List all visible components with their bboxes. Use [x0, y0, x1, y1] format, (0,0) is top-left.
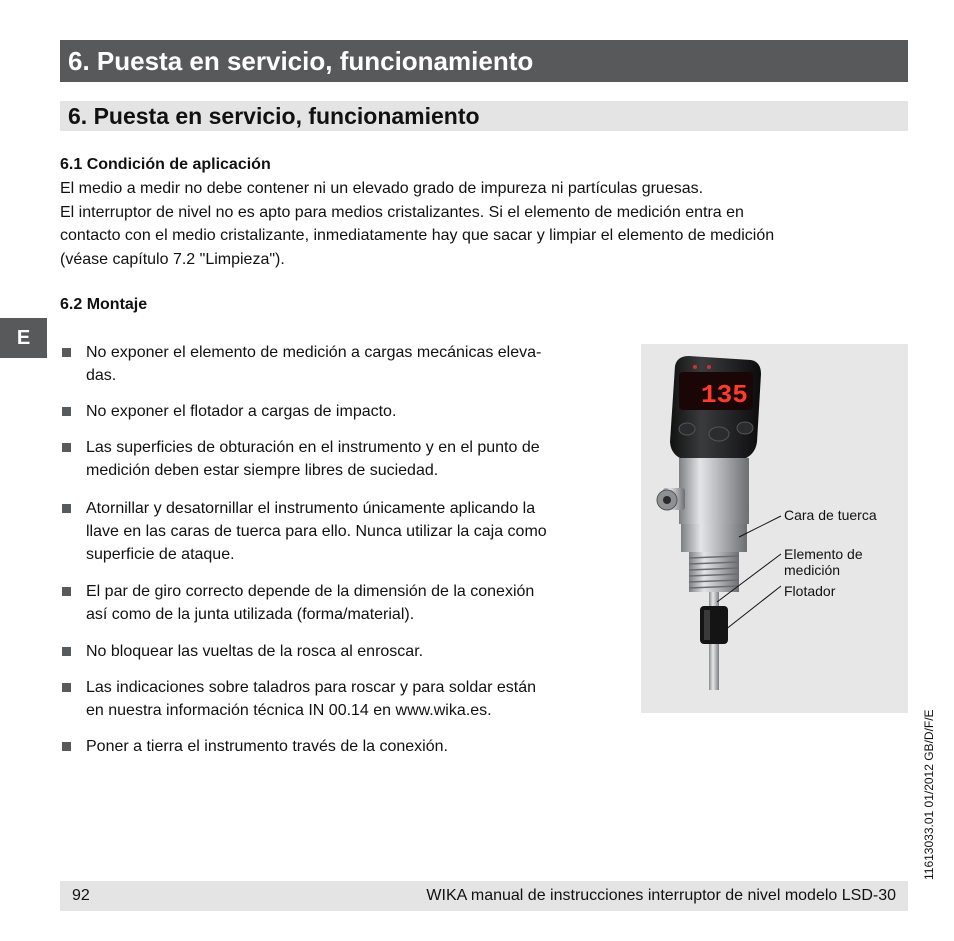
list-item	[60, 400, 620, 423]
square-bullet-icon	[62, 683, 71, 692]
list-item	[60, 341, 620, 387]
connector-pin-icon	[663, 496, 671, 504]
list-item-line: No bloquear las vueltas de la rosca al enroscar.	[86, 643, 424, 660]
list-item-line: Poner a tierra el instrumento través de la conexión.	[86, 738, 448, 755]
page-number: 92	[72, 887, 90, 904]
label-measuring-element	[784, 546, 863, 578]
label-float: Flotador	[784, 583, 836, 599]
document-reference: 11613033.01 01/2012 GB/D/F/E	[922, 709, 936, 880]
product-figure	[641, 344, 908, 713]
list-item	[60, 436, 620, 482]
list-item-line: así como de la junta utilizada (forma/material).	[86, 606, 415, 623]
list-item-line: El par de giro correcto depende de la dimensión de la conexión	[86, 583, 535, 600]
list-item-line: No exponer el elemento de medición a cargas mecánicas eleva-	[86, 344, 542, 361]
label-nut-faces: Cara de tuerca	[784, 507, 877, 523]
label-line: medición	[784, 562, 841, 578]
hex-nut-shape	[681, 524, 747, 552]
enter-button-icon	[709, 427, 729, 441]
list-item-line: Atornillar y desatornillar el instrumento únicamente aplicando la	[86, 500, 536, 517]
square-bullet-icon	[62, 742, 71, 751]
subsection-title-6-1: 6.1 Condición de aplicación	[60, 156, 271, 173]
stainless-body-shape	[679, 458, 749, 524]
list-item-line: medición deben estar siempre libres de suciedad.	[86, 462, 439, 479]
list-item-line: en nuestra información técnica IN 00.14 en www.wika.es.	[86, 702, 492, 719]
section-title: 6. Puesta en servicio, funcionamiento	[68, 103, 480, 129]
square-bullet-icon	[62, 407, 71, 416]
menu-button-icon	[679, 423, 695, 435]
square-bullet-icon	[62, 348, 71, 357]
list-item-line: Las superficies de obturación en el instrumento y en el punto de	[86, 439, 540, 456]
list-item-line: No exponer el flotador a cargas de impacto.	[86, 403, 397, 420]
square-bullet-icon	[62, 504, 71, 513]
text-line: El interruptor de nivel no es apto para medios cristalizantes. Si el elemento de medición entra en	[60, 203, 744, 221]
language-tab: E	[0, 318, 47, 358]
section-title-bar	[60, 101, 908, 131]
list-item	[60, 735, 620, 758]
float-leader-line	[725, 586, 781, 630]
list-item-line: Las indicaciones sobre taladros para roscar y para soldar están	[86, 679, 537, 696]
thread-shape	[689, 552, 739, 592]
list-item	[60, 676, 620, 722]
set-button-icon	[737, 422, 753, 434]
float-highlight-shape	[704, 610, 710, 640]
square-bullet-icon	[62, 647, 71, 656]
square-bullet-icon	[62, 587, 71, 596]
list-item-line: superficie de ataque.	[86, 546, 235, 563]
subsection-6-1-text	[60, 177, 900, 271]
mounting-bullet-list	[60, 341, 620, 758]
text-line: (véase capítulo 7.2 "Limpieza").	[60, 250, 285, 268]
label-line: Elemento de	[784, 546, 863, 562]
list-item-line: llave en las caras de tuerca para ello. Nunca utilizar la caja como	[86, 523, 547, 540]
list-item	[60, 580, 620, 626]
list-item	[60, 497, 620, 566]
chapter-title-bar	[60, 40, 908, 82]
subsection-title-6-2: 6.2 Montaje	[60, 296, 148, 313]
list-item-line: das.	[86, 367, 117, 384]
display-readout: 135	[701, 380, 748, 410]
text-line: contacto con el medio cristalizante, inmediatamente hay que sacar y limpiar el elemento de medición	[60, 227, 775, 244]
square-bullet-icon	[62, 443, 71, 452]
footer-text: WIKA manual de instrucciones interruptor de nivel modelo LSD-30	[426, 887, 896, 904]
level-switch-image	[641, 344, 908, 713]
text-line: El medio a medir no debe contener ni un elevado grado de impureza ni partículas gruesas.	[60, 180, 704, 197]
status-led-icon	[707, 365, 711, 369]
page-footer	[60, 881, 908, 911]
list-item	[60, 640, 620, 663]
chapter-title: 6. Puesta en servicio, funcionamiento	[68, 46, 534, 76]
status-led-icon	[693, 365, 697, 369]
